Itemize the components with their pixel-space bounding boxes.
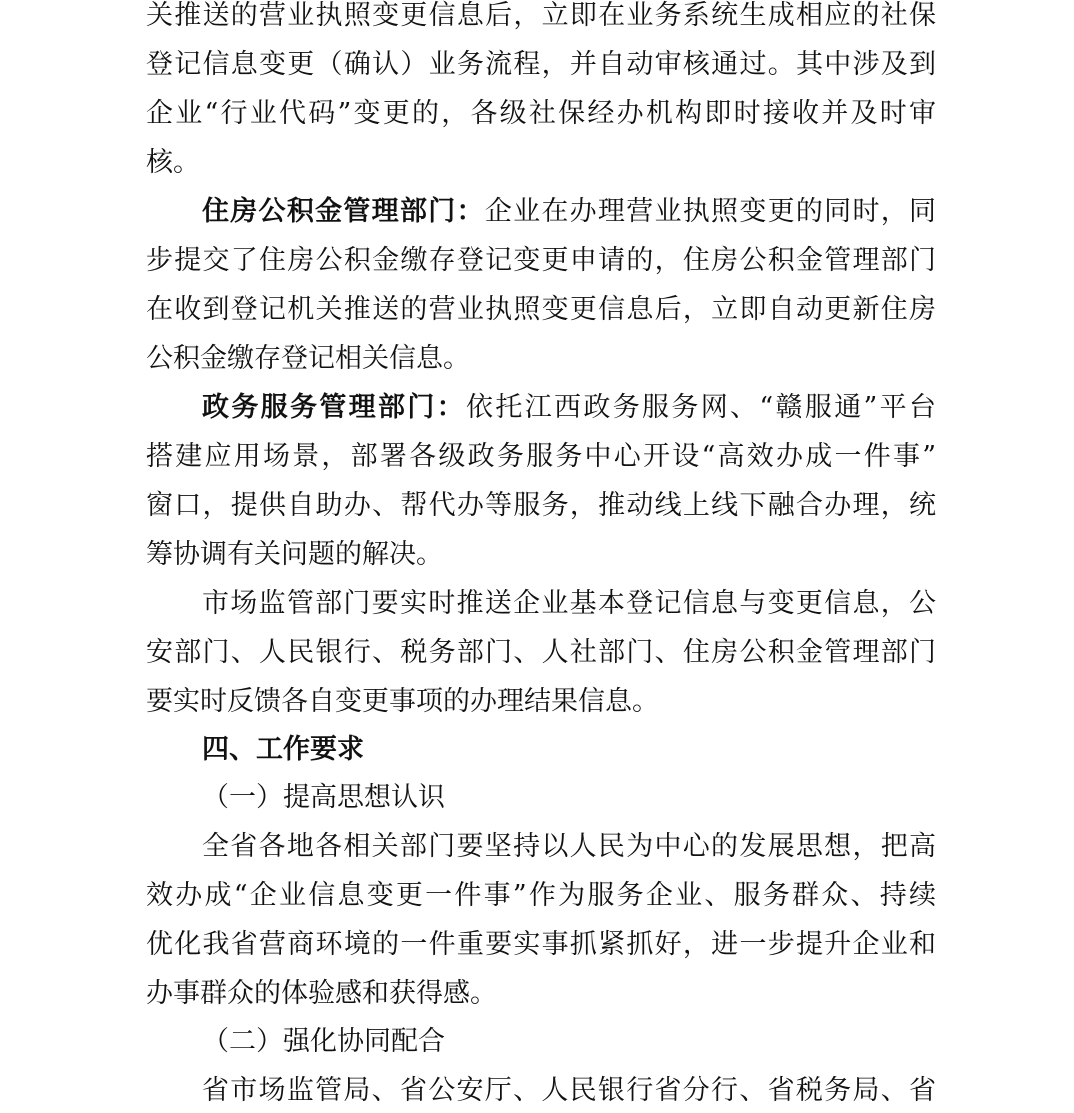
text-line: 企业“行业代码”变更的，各级社保经办机构即时接收并及时审 bbox=[146, 98, 936, 129]
text-line: 登记信息变更（确认）业务流程，并自动审核通过。其中涉及到 bbox=[146, 49, 936, 80]
subsection-title: （二）强化协同配合 bbox=[202, 1026, 445, 1057]
text-line: 在收到登记机关推送的营业执照变更信息后，立即自动更新住房 bbox=[146, 294, 936, 325]
text-line: 安部门、人民银行、税务部门、人社部门、住房公积金管理部门 bbox=[146, 637, 936, 668]
text-line: 筹协调有关问题的解决。 bbox=[146, 539, 443, 570]
text-line: 要实时反馈各自变更事项的办理结果信息。 bbox=[146, 686, 659, 717]
text-line: 效办成“企业信息变更一件事”作为服务企业、服务群众、持续 bbox=[146, 880, 936, 911]
paragraph-first-line: 省市场监管局、省公安厅、人民银行省分行、省税务局、省 bbox=[202, 1075, 936, 1106]
gov-first-text: 依托江西政务服务网、“赣服通”平台 bbox=[466, 392, 937, 423]
housing-first-text: 企业在办理营业执照变更的同时，同 bbox=[484, 196, 937, 227]
paragraph-gov-first-line bbox=[202, 388, 936, 428]
section-title: 四、工作要求 bbox=[202, 734, 364, 765]
text-line: 办事群众的体验感和获得感。 bbox=[146, 978, 497, 1009]
paragraph-first-line: 全省各地各相关部门要坚持以人民为中心的发展思想，把高 bbox=[202, 831, 936, 862]
gov-label: 政务服务管理部门： bbox=[202, 392, 467, 423]
subsection-title: （一）提高思想认识 bbox=[202, 782, 445, 813]
text-line: 搭建应用场景，部署各级政务服务中心开设“高效办成一件事” bbox=[146, 441, 936, 472]
text-line: 步提交了住房公积金缴存登记变更申请的，住房公积金管理部门 bbox=[146, 245, 936, 276]
text-line: 窗口，提供自助办、帮代办等服务，推动线上线下融合办理，统 bbox=[146, 490, 936, 521]
paragraph-market-first-line: 市场监管部门要实时推送企业基本登记信息与变更信息，公 bbox=[202, 588, 936, 619]
text-line: 关推送的营业执照变更信息后，立即在业务系统生成相应的社保 bbox=[146, 0, 936, 31]
text-line: 核。 bbox=[146, 147, 200, 178]
text-line: 优化我省营商环境的一件重要实事抓紧抓好，进一步提升企业和 bbox=[146, 929, 936, 960]
text-line: 公积金缴存登记相关信息。 bbox=[146, 343, 470, 374]
paragraph-housing-first-line bbox=[202, 192, 936, 232]
housing-label: 住房公积金管理部门： bbox=[202, 196, 485, 227]
